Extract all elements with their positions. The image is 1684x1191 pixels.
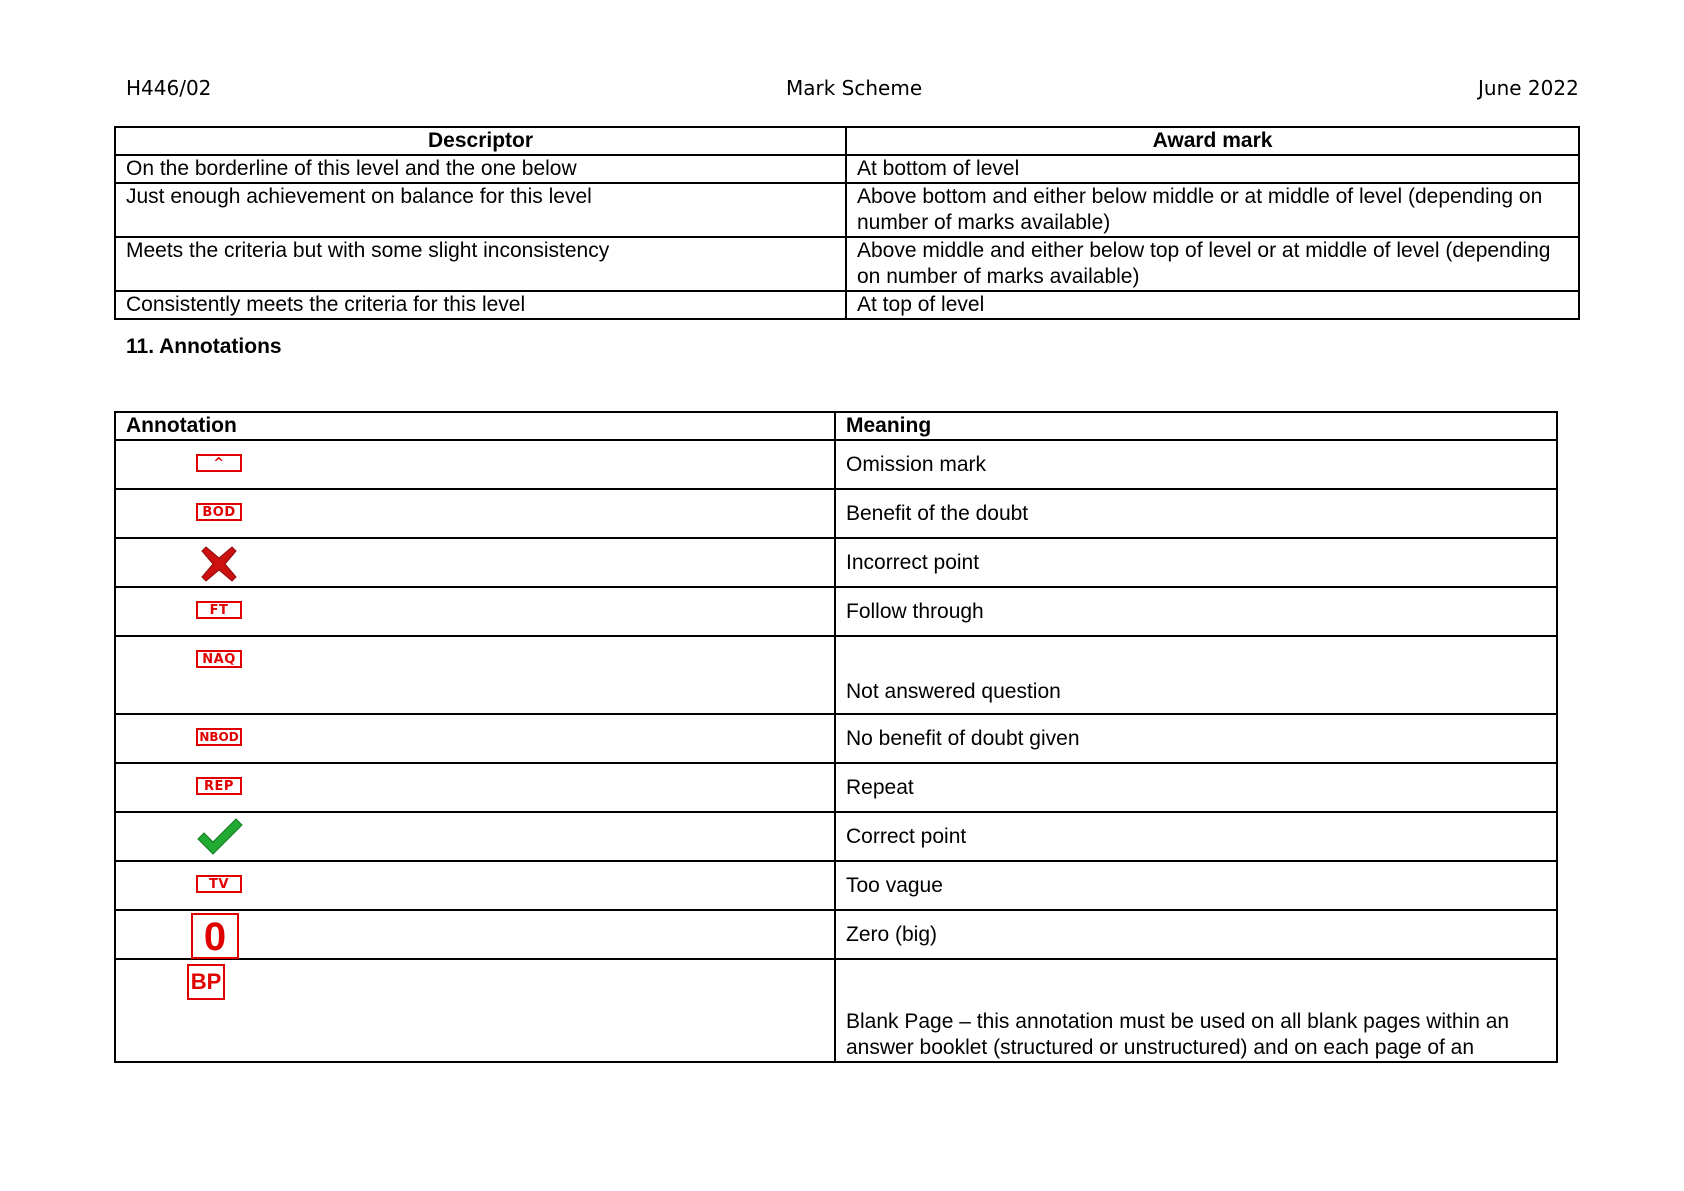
annotation-cell [115,714,835,763]
meaning-cell: Zero (big) [835,910,1557,959]
document-code: H446/02 [126,76,212,100]
table-row [115,155,1579,183]
annotation-cell [115,489,835,538]
table-row [115,812,1557,861]
column-header-meaning: Meaning [835,412,1557,440]
table-row [115,763,1557,812]
column-header-annotation: Annotation [115,412,835,440]
tick-icon [196,817,244,857]
award-mark-cell: Above bottom and either below middle or at middle of level (depending on number of marks available) [846,183,1579,237]
table-row [115,440,1557,489]
column-header-descriptor: Descriptor [115,127,846,155]
table-row [115,183,1579,237]
naq-stamp-icon: NAQ [196,650,242,668]
levels-header-row [115,127,1579,155]
tv-stamp-icon: TV [196,875,242,893]
award-mark-cell: At bottom of level [846,155,1579,183]
descriptor-cell: On the borderline of this level and the one below [115,155,846,183]
document-title: Mark Scheme [786,76,923,100]
cross-icon [200,545,238,583]
ft-stamp-icon: FT [196,601,242,619]
meaning-cell: Not answered question [835,636,1557,714]
annotation-cell [115,812,835,861]
award-mark-cell: Above middle and either below top of level or at middle of level (depending on number of marks available) [846,237,1579,291]
rep-stamp-icon: REP [196,777,242,795]
meaning-cell: Correct point [835,812,1557,861]
annotations-table [114,411,1558,1063]
descriptor-cell: Meets the criteria but with some slight inconsistency [115,237,846,291]
meaning-cell: Blank Page – this annotation must be used on all blank pages within an answer booklet (structured or unstructured) and on each page of an [835,959,1557,1062]
meaning-cell: Too vague [835,861,1557,910]
annotations-header-row [115,412,1557,440]
document-date: June 2022 [1478,76,1579,100]
table-row [115,587,1557,636]
meaning-cell: Repeat [835,763,1557,812]
omission-caret-icon: ^ [196,454,242,472]
annotation-cell [115,861,835,910]
nbod-stamp-icon: NBOD [196,728,242,746]
meaning-cell: Incorrect point [835,538,1557,587]
table-row [115,291,1579,319]
table-row [115,636,1557,714]
table-row [115,959,1557,1062]
section-heading: 11. Annotations [126,335,282,358]
meaning-cell: Benefit of the doubt [835,489,1557,538]
annotation-cell [115,440,835,489]
table-row [115,910,1557,959]
annotation-cell [115,763,835,812]
table-row [115,714,1557,763]
annotation-cell [115,538,835,587]
table-row [115,861,1557,910]
table-row [115,489,1557,538]
descriptor-cell: Just enough achievement on balance for this level [115,183,846,237]
annotation-cell [115,959,835,1062]
zero-stamp-icon: 0 [191,913,239,959]
meaning-cell: Follow through [835,587,1557,636]
annotation-cell [115,910,835,959]
bod-stamp-icon: BOD [196,503,242,521]
table-row [115,538,1557,587]
levels-table [114,126,1580,320]
award-mark-cell: At top of level [846,291,1579,319]
descriptor-cell: Consistently meets the criteria for this level [115,291,846,319]
column-header-award-mark: Award mark [846,127,1579,155]
bp-stamp-icon: BP [187,964,225,1000]
table-row [115,237,1579,291]
meaning-cell: No benefit of doubt given [835,714,1557,763]
annotation-cell [115,636,835,714]
annotation-cell [115,587,835,636]
meaning-cell: Omission mark [835,440,1557,489]
